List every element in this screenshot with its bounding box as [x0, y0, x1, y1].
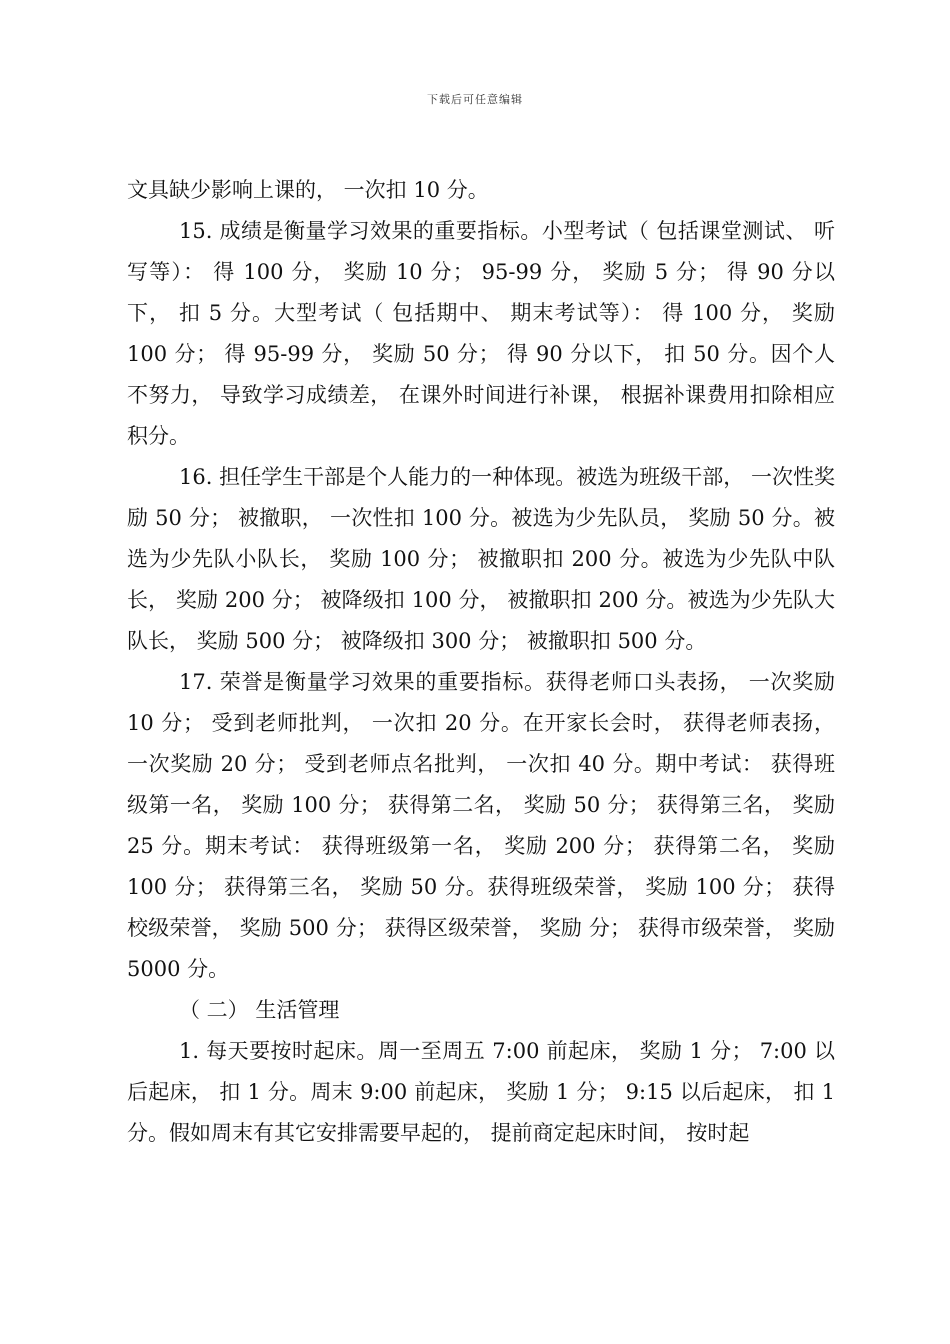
- paragraph-item-17: 17. 荣誉是衡量学习效果的重要指标。获得老师口头表扬， 一次奖励 10 分； 受到老师批判， 一次扣 20 分。在开家长会时， 获得老师表扬， 一次奖励 20 分； 受到老师点名批判， 一次扣 40 分。期中考试： 获得班级第一名， 奖励 100 分； 获得第二名， 奖励 50 分； 获得第三名， 奖励 25 分。期末考试： 获得班级第一名， 奖励 200 分； 获得第二名， 奖励 100 分； 获得第三名， 奖励 50 分。获得班级荣誉， 奖励 100 分； 获得校级荣誉， 奖励 500 分； 获得区级荣誉， 奖励 分； 获得市级荣誉， 奖励 5000 分。: [127, 670, 835, 981]
- document-body: [127, 170, 835, 1154]
- paragraph-item-16: 16. 担任学生干部是个人能力的一种体现。被选为班级干部， 一次性奖励 50 分； 被撤职， 一次性扣 100 分。被选为少先队员， 奖励 50 分。被选为少先队小队长， 奖励 100 分； 被撤职扣 200 分。被选为少先队中队长， 奖励 200 分； 被降级扣 100 分， 被撤职扣 200 分。被选为少先队大队长， 奖励 500 分； 被降级扣 300 分； 被撤职扣 500 分。: [127, 465, 835, 653]
- paragraph-item-15: 15. 成绩是衡量学习效果的重要指标。小型考试（ 包括课堂测试、 听写等）： 得 100 分， 奖励 10 分； 95-99 分， 奖励 5 分； 得 90 分以下， 扣 5 分。大型考试（ 包括期中、 期末考试等）： 得 100 分， 奖励 100 分； 得 95-99 分， 奖励 50 分； 得 90 分以下， 扣 50 分。因个人不努力， 导致学习成绩差， 在课外时间进行补课， 根据补课费用扣除相应积分。: [127, 219, 835, 448]
- paragraph-continuation: 文具缺少影响上课的， 一次扣 10 分。: [127, 178, 489, 202]
- section-heading-life-management: （ 二） 生活管理: [179, 998, 340, 1022]
- paragraph-item-1: 1. 每天要按时起床。周一至周五 7:00 前起床， 奖励 1 分； 7:00 以后起床， 扣 1 分。周末 9:00 前起床， 奖励 1 分； 9:15 以后起床， 扣 1 分。假如周末有其它安排需要早起的， 提前商定起床时间， 按时起: [127, 1039, 835, 1145]
- page-header: 下载后可任意编辑: [427, 93, 523, 106]
